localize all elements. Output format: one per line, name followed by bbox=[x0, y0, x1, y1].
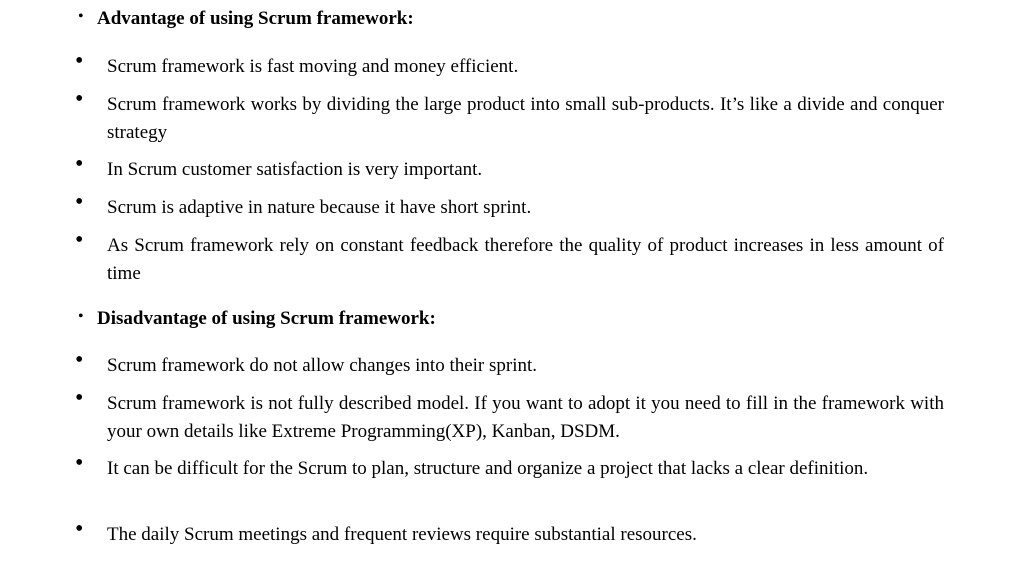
advantage-item-text: Scrum is adaptive in nature because it have short sprint. bbox=[107, 197, 532, 218]
advantage-item-text: As Scrum framework rely on constant feedback therefore the quality of product increases in less amount of time bbox=[107, 235, 944, 284]
bullet-icon: • bbox=[75, 347, 84, 373]
advantage-item-text: Scrum framework works by dividing the large product into small sub-products. It’s like a divide and conquer strategy bbox=[107, 94, 944, 143]
bullet-icon: • bbox=[75, 450, 84, 476]
advantages-heading-text: Advantage of using Scrum framework: bbox=[97, 8, 414, 29]
heading-bullet-icon: • bbox=[78, 8, 84, 25]
bullet-icon: • bbox=[75, 227, 84, 253]
disadvantage-item-text: It can be difficult for the Scrum to plan, structure and organize a project that lacks a clear definition. bbox=[107, 458, 869, 479]
heading-bullet-icon: • bbox=[78, 308, 84, 325]
advantage-item-text: In Scrum customer satisfaction is very important. bbox=[107, 159, 483, 180]
bullet-icon: • bbox=[75, 151, 84, 177]
bullet-icon: • bbox=[75, 189, 84, 215]
disadvantage-item-text: Scrum framework is not fully described model. If you want to adopt it you need to fill in the framework with your own details like Extreme Programming(XP), Kanban, DSDM. bbox=[107, 393, 944, 442]
bullet-icon: • bbox=[75, 516, 84, 542]
disadvantage-item-text: Scrum framework do not allow changes into their sprint. bbox=[107, 355, 538, 376]
advantage-item-text: Scrum framework is fast moving and money efficient. bbox=[107, 56, 519, 77]
disadvantage-item-text: The daily Scrum meetings and frequent reviews require substantial resources. bbox=[107, 524, 697, 545]
bullet-icon: • bbox=[75, 385, 84, 411]
bullet-icon: • bbox=[75, 48, 84, 74]
bullet-icon: • bbox=[75, 86, 84, 112]
disadvantages-heading-text: Disadvantage of using Scrum framework: bbox=[97, 308, 436, 329]
